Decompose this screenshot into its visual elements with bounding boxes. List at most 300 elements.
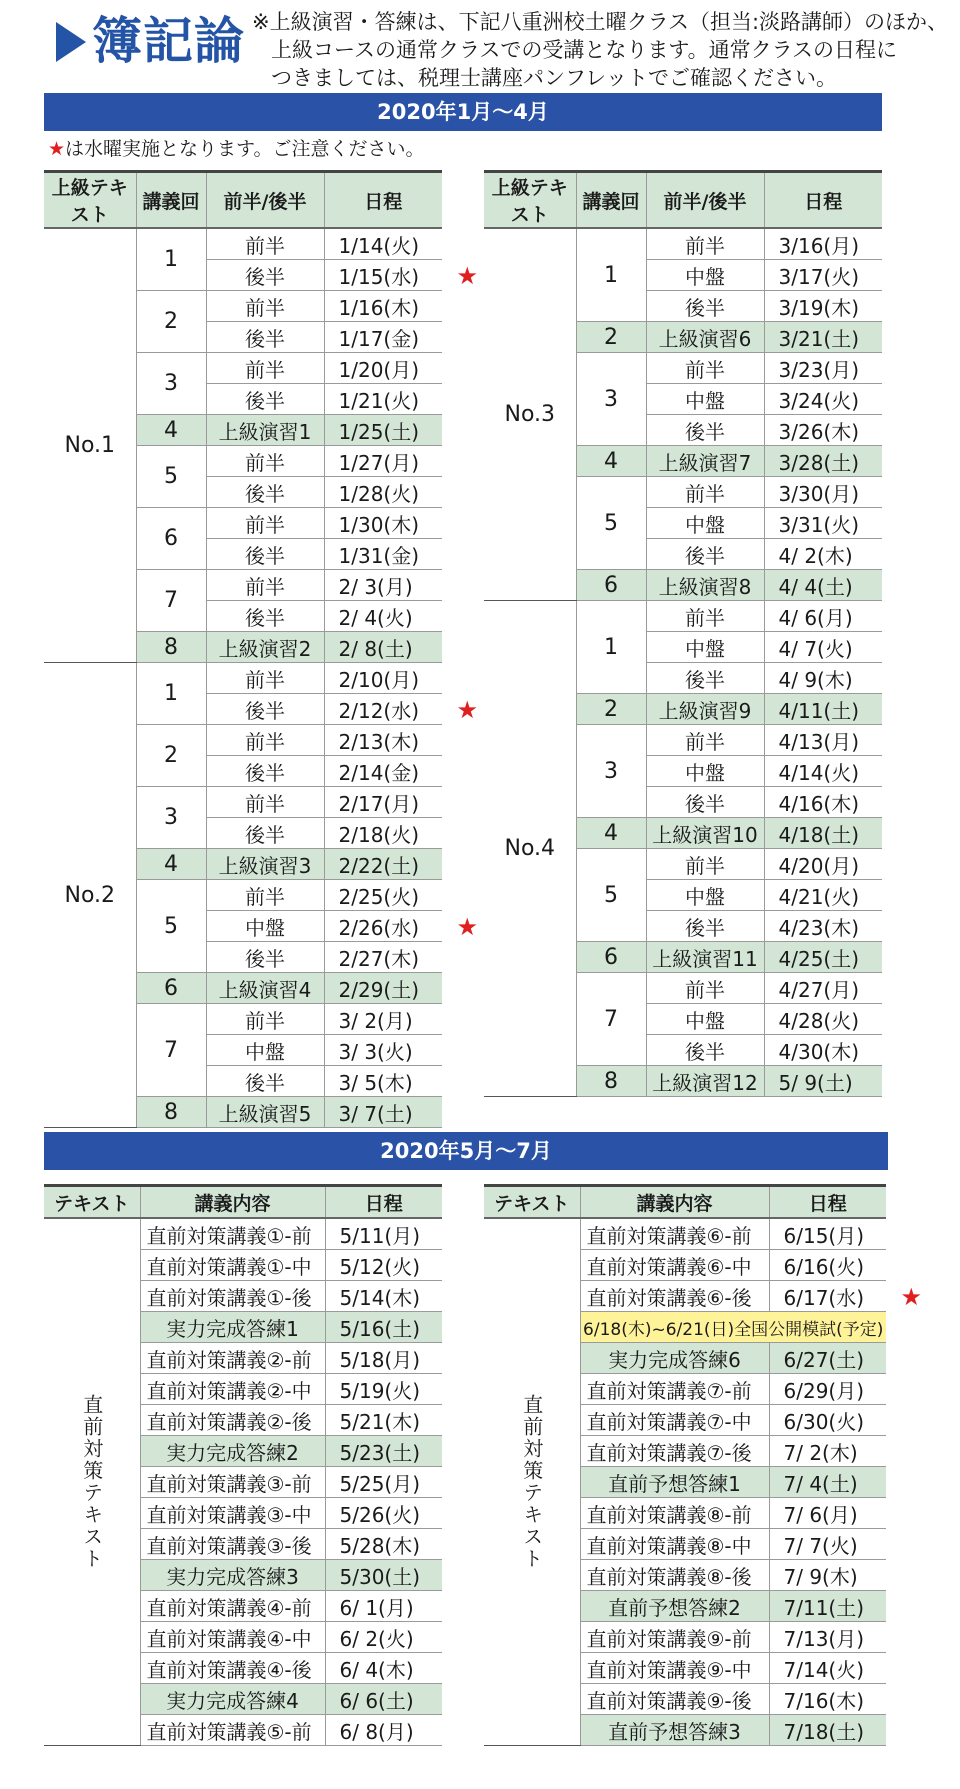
session-part: 後半 [646,663,764,694]
col-header: 上級テキスト [44,172,136,229]
text-group-label: No.3 [484,228,576,601]
text-group-label [44,1218,140,1746]
date-text: 6/ 8(月) [339,1719,414,1744]
lecture-number: 6 [576,570,646,601]
session-date [324,694,478,725]
date-text: 5/30(土) [339,1564,421,1589]
session-date [764,415,882,446]
session-part: 上級演習11 [646,942,764,973]
lecture-number: 5 [576,477,646,570]
page-header [0,0,960,92]
session-date [324,291,442,322]
star-icon: ★ [48,138,66,160]
date-text: 4/18(土) [778,822,860,847]
session-part: 後半 [646,415,764,446]
lecture-content: 直前対策講義⑧-前 [580,1498,769,1529]
session-date [324,880,442,911]
session-date [764,260,882,291]
session-part: 後半 [206,260,324,291]
date-text: 2/27(木) [338,946,420,971]
date-text: 5/19(火) [339,1378,421,1403]
session-part: 中盤 [646,632,764,663]
session-part: 後半 [206,539,324,570]
session-date [764,973,882,1004]
lecture-number: 2 [576,322,646,353]
session-date [764,228,882,260]
lecture-content: 直前対策講義②-後 [140,1405,325,1436]
session-date [769,1560,886,1591]
date-text: 1/21(火) [338,388,420,413]
date-text: 3/23(月) [778,357,860,382]
lecture-content: 直前予想答練1 [580,1467,769,1498]
date-text: 2/25(火) [338,884,420,909]
date-text: 6/27(土) [783,1347,865,1372]
lecture-number: 5 [136,446,206,508]
note-line: つきましては、税理士講座パンフレットでご確認ください。 [271,66,837,90]
session-date [324,508,442,539]
col-header: テキスト [484,1186,580,1219]
lecture-content: 実力完成答練2 [140,1436,325,1467]
session-date [325,1715,442,1746]
session-date [325,1281,442,1312]
date-text: 6/17(水) [783,1285,865,1310]
lecture-number: 6 [576,942,646,973]
date-text: 1/17(金) [338,326,420,351]
lecture-number: 3 [136,787,206,849]
date-text: 5/12(火) [339,1254,421,1279]
date-text: 3/21(土) [778,326,860,351]
header-note [252,8,957,92]
session-part: 中盤 [646,756,764,787]
session-date [764,353,882,384]
session-date [324,228,442,260]
schedule-row [484,228,882,260]
session-part: 後半 [206,601,324,632]
date-text: 4/14(火) [778,760,860,785]
lecture-number: 1 [136,228,206,291]
schedule-row [44,663,442,694]
session-date [324,725,442,756]
lecture-number: 6 [136,973,206,1004]
date-text: 3/16(月) [778,233,860,258]
date-text: 4/ 6(月) [778,605,853,630]
date-text: 6/ 6(土) [339,1688,414,1713]
session-part: 後半 [206,384,324,415]
session-date [324,1035,442,1066]
session-part: 前半 [206,446,324,477]
note-line: ※上級演習・答練は、下記八重洲校土曜クラス（担当:淡路講師）のほか、 [252,10,949,34]
date-text: 2/ 3(月) [338,574,413,599]
date-text: 2/12(水) [338,698,420,723]
date-text: 3/24(火) [778,388,860,413]
col-header: 日程 [325,1186,442,1219]
date-text: 5/25(月) [339,1471,421,1496]
date-text: 2/26(水) [338,915,420,940]
session-date [325,1653,442,1684]
session-date [764,942,882,973]
session-date [325,1343,442,1374]
session-date [764,291,882,322]
lecture-content: 直前対策講義⑥-中 [580,1250,769,1281]
date-text: 4/13(月) [778,729,860,754]
session-date [769,1498,886,1529]
schedule-row [44,1218,442,1250]
session-part: 前半 [206,508,324,539]
lecture-number: 1 [136,663,206,725]
date-text: 5/11(月) [339,1223,421,1248]
lecture-content: 直前対策講義⑥-前 [580,1218,769,1250]
session-part: 後半 [646,1035,764,1066]
date-text: 1/14(火) [338,233,420,258]
date-text: 4/23(木) [778,915,860,940]
col-header: 前半/後半 [206,172,324,229]
session-part: 後半 [206,818,324,849]
session-date [764,849,882,880]
lecture-content: 直前対策講義⑧-中 [580,1529,769,1560]
lecture-number: 2 [136,291,206,353]
session-date [325,1374,442,1405]
date-text: 5/26(火) [339,1502,421,1527]
text-group-label: No.4 [484,601,576,1097]
session-part: 後半 [206,756,324,787]
session-part: 後半 [646,787,764,818]
session-date [764,1066,882,1097]
session-part: 後半 [206,694,324,725]
date-text: 3/30(月) [778,481,860,506]
lecture-content: 直前対策講義⑤-前 [140,1715,325,1746]
session-date [324,1097,442,1128]
date-text: 1/30(木) [338,512,420,537]
session-part: 後半 [646,291,764,322]
date-text: 3/31(火) [778,512,860,537]
section2-title: 2020年5月～7月 [44,1132,888,1170]
lecture-content: 直前対策講義⑨-前 [580,1622,769,1653]
lecture-content: 直前対策講義⑨-中 [580,1653,769,1684]
date-text: 3/ 7(土) [338,1101,413,1126]
lecture-content: 直前予想答練3 [580,1715,769,1746]
date-text: 7/13(月) [783,1626,865,1651]
date-text: 5/16(土) [339,1316,421,1341]
session-part: 上級演習9 [646,694,764,725]
session-part: 前半 [646,973,764,1004]
session-date [324,539,442,570]
lecture-number: 3 [576,353,646,446]
date-text: 6/30(火) [783,1409,865,1434]
lecture-content: 直前対策講義③-中 [140,1498,325,1529]
star-icon: ★ [900,1283,922,1311]
session-part: 中盤 [646,880,764,911]
session-part: 中盤 [646,508,764,539]
session-part: 上級演習12 [646,1066,764,1097]
session-date [764,725,882,756]
session-part: 上級演習4 [206,973,324,1004]
wednesday-note-text: は水曜実施となります。ご注意ください。 [65,138,425,160]
lecture-number: 4 [576,446,646,477]
date-text: 3/ 5(木) [338,1070,413,1095]
session-part: 前半 [646,601,764,632]
session-date [324,1066,442,1097]
lecture-content: 実力完成答練1 [140,1312,325,1343]
lecture-number: 4 [576,818,646,849]
play-arrow-icon [56,22,86,62]
session-date [769,1591,886,1622]
star-icon: ★ [456,262,478,290]
date-text: 6/16(火) [783,1254,865,1279]
text-group-label-text: 直前対策テキスト [79,1394,104,1570]
session-part: 後半 [206,942,324,973]
session-part: 上級演習2 [206,632,324,663]
date-text: 1/31(金) [338,543,420,568]
session-date [324,260,478,291]
col-header: 日程 [764,172,882,229]
section1-title: 2020年1月～4月 [44,93,882,131]
session-date [324,849,442,880]
date-text: 3/ 3(火) [338,1039,413,1064]
session-part: 後半 [206,322,324,353]
date-text: 4/30(木) [778,1039,860,1064]
session-part: 前半 [206,570,324,601]
lecture-content: 直前対策講義⑧-後 [580,1560,769,1591]
lecture-number: 8 [136,1097,206,1128]
session-date [764,539,882,570]
session-date [764,632,882,663]
date-text: 3/28(土) [778,450,860,475]
lecture-content: 直前対策講義①-中 [140,1250,325,1281]
date-text: 4/25(土) [778,946,860,971]
session-date [764,787,882,818]
date-text: 6/15(月) [783,1223,865,1248]
session-date [324,322,442,353]
schedule-row [44,228,442,260]
session-date [764,663,882,694]
session-date [764,601,882,632]
session-date [769,1343,886,1374]
date-text: 4/ 7(火) [778,636,853,661]
lecture-content: 直前対策講義②-中 [140,1374,325,1405]
session-date [769,1250,886,1281]
lecture-number: 4 [136,849,206,880]
lecture-number: 1 [576,601,646,694]
lecture-number: 3 [136,353,206,415]
star-icon: ★ [456,913,478,941]
session-part: 上級演習6 [646,322,764,353]
session-date [324,787,442,818]
session-date [324,601,442,632]
session-date [324,353,442,384]
col-header: 日程 [769,1186,886,1219]
session-date [769,1436,886,1467]
session-date [764,477,882,508]
date-text: 4/28(火) [778,1008,860,1033]
date-text: 5/28(木) [339,1533,421,1558]
lecture-number: 5 [576,849,646,942]
session-part: 前半 [646,725,764,756]
session-part: 中盤 [646,260,764,291]
session-date [325,1436,442,1467]
date-text: 5/ 9(土) [778,1070,853,1095]
col-header: 上級テキスト [484,172,576,229]
col-header: 前半/後半 [646,172,764,229]
date-text: 1/27(月) [338,450,420,475]
date-text: 6/ 1(月) [339,1595,414,1620]
session-date [324,570,442,601]
session-date [764,446,882,477]
date-text: 4/ 4(土) [778,574,853,599]
session-part: 前半 [206,787,324,818]
wednesday-note [48,136,425,162]
session-part: 前半 [206,291,324,322]
date-text: 7/ 9(木) [783,1564,858,1589]
session-part: 上級演習3 [206,849,324,880]
date-text: 5/21(木) [339,1409,421,1434]
date-text: 2/10(月) [338,667,420,692]
session-part: 後半 [206,1066,324,1097]
session-date [325,1218,442,1250]
session-date [764,1004,882,1035]
schedule-row [484,1218,886,1250]
session-date [769,1405,886,1436]
lecture-content: 実力完成答練6 [580,1343,769,1374]
session-date [325,1467,442,1498]
lecture-content: 直前対策講義④-後 [140,1653,325,1684]
date-text: 5/14(木) [339,1285,421,1310]
lecture-number: 7 [136,570,206,632]
session-date [764,322,882,353]
date-text: 7/14(火) [783,1657,865,1682]
session-part: 上級演習1 [206,415,324,446]
session-part: 中盤 [646,384,764,415]
schedule-row [484,601,882,632]
session-part: 前半 [646,477,764,508]
session-date [764,384,882,415]
date-text: 3/26(木) [778,419,860,444]
lecture-content: 実力完成答練4 [140,1684,325,1715]
session-date [324,663,442,694]
date-text: 4/21(火) [778,884,860,909]
lecture-content: 直前対策講義②-前 [140,1343,325,1374]
session-date [769,1653,886,1684]
session-date [769,1684,886,1715]
date-text: 7/ 2(木) [783,1440,858,1465]
date-text: 2/17(月) [338,791,420,816]
session-part: 前半 [206,880,324,911]
schedule-table-right [484,170,882,1097]
lecture-content: 直前対策講義④-前 [140,1591,325,1622]
date-text: 6/29(月) [783,1378,865,1403]
session-part: 上級演習7 [646,446,764,477]
session-part: 前半 [206,1004,324,1035]
lecture-number: 2 [576,694,646,725]
date-text: 1/15(水) [338,264,420,289]
session-date [764,880,882,911]
date-text: 7/18(土) [783,1719,865,1744]
lecture-number: 1 [576,228,646,322]
session-date [325,1250,442,1281]
session-date [769,1281,922,1312]
session-part: 中盤 [206,1035,324,1066]
date-text: 6/ 4(木) [339,1657,414,1682]
session-date [764,756,882,787]
date-text: 7/ 7(火) [783,1533,858,1558]
date-text: 7/11(土) [783,1595,865,1620]
session-part: 前半 [646,353,764,384]
date-text: 5/18(月) [339,1347,421,1372]
date-text: 7/16(木) [783,1688,865,1713]
lecture-content: 直前対策講義⑨-後 [580,1684,769,1715]
session-date [325,1529,442,1560]
text-group-label-text: 直前対策テキスト [519,1394,544,1570]
lecture-number: 6 [136,508,206,570]
date-text: 7/ 4(土) [783,1471,858,1496]
session-date [325,1405,442,1436]
session-part: 上級演習8 [646,570,764,601]
session-date [324,477,442,508]
date-text: 4/27(月) [778,977,860,1002]
session-date [325,1591,442,1622]
star-icon: ★ [456,696,478,724]
session-date [769,1529,886,1560]
session-date [324,632,442,663]
lecture-number: 2 [136,725,206,787]
lecture-content: 直前対策講義⑦-前 [580,1374,769,1405]
session-part: 前半 [206,663,324,694]
session-date [764,508,882,539]
session-part: 前半 [206,725,324,756]
session-date [769,1374,886,1405]
text-group-label: No.2 [44,663,136,1128]
date-text: 2/18(火) [338,822,420,847]
lecture-number: 7 [136,1004,206,1097]
session-date [324,1004,442,1035]
date-text: 2/13(木) [338,729,420,754]
lecture-number: 8 [136,632,206,663]
date-text: 1/28(火) [338,481,420,506]
date-text: 2/ 8(土) [338,636,413,661]
lecture-content: 直前対策講義⑦-中 [580,1405,769,1436]
session-part: 前半 [646,228,764,260]
exam-notice: 6/18(木)~6/21(日)全国公開模試(予定) [580,1312,886,1343]
lecture-content: 直前対策講義①-後 [140,1281,325,1312]
lecture-content: 直前対策講義④-中 [140,1622,325,1653]
col-header: 講義回 [576,172,646,229]
final-table-left [44,1184,442,1746]
session-date [769,1218,886,1250]
session-part: 前半 [206,353,324,384]
date-text: 4/ 9(木) [778,667,853,692]
date-text: 1/20(月) [338,357,420,382]
date-text: 2/29(土) [338,977,420,1002]
date-text: 4/16(木) [778,791,860,816]
session-date [764,1035,882,1066]
date-text: 3/17(火) [778,264,860,289]
lecture-number: 3 [576,725,646,818]
session-date [325,1684,442,1715]
session-part: 中盤 [206,911,324,942]
session-date [324,942,442,973]
col-header: 講義内容 [580,1186,769,1219]
note-line: 上級コースの通常クラスでの受講となります。通常クラスの日程に [271,38,898,62]
session-date [769,1622,886,1653]
date-text: 3/ 2(月) [338,1008,413,1033]
schedule-table-left [44,170,478,1128]
session-date [324,911,478,942]
date-text: 1/16(木) [338,295,420,320]
session-date [769,1467,886,1498]
session-date [324,818,442,849]
date-text: 4/11(土) [778,698,860,723]
session-date [325,1498,442,1529]
session-date [325,1560,442,1591]
